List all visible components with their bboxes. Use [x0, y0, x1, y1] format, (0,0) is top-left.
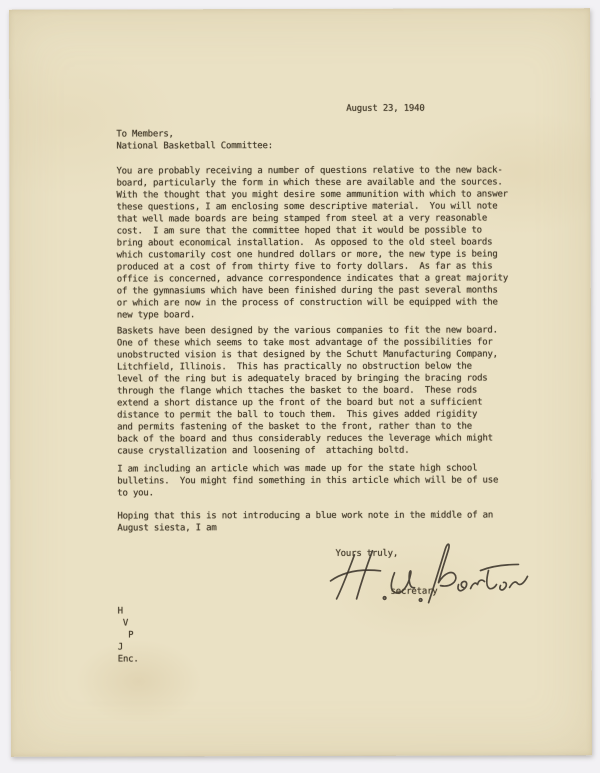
letter-recipient: To Members, National Basketball Committee: — [116, 129, 273, 152]
letter-paragraph-2: Baskets have been designed by the various companies to fit the new board. One of these which seems to take most advantage of the possibilities for unobstructed vision is that designed by the Schutt Manufacturing Company, Litchfield, Illinois. This has practically no obstruction below the level of the ring but is adequately braced by bringing the bracing rods through the flange which ttaches the basket to the board. These rods extend a short distance up the front of the board but not a sufficient distance to permit the ball to touch them. This gives added rigidity and permits fastening of the basket to the front, rather than to the back of the board and thus considerably reduces the leverage which might cause crystallization and loosening of attaching boltd. — [116, 325, 498, 457]
signature-handwriting-icon — [328, 540, 528, 609]
signer-title: secretary — [390, 586, 438, 597]
signature — [328, 540, 528, 609]
letter-paragraph-4: Hoping that this is not introducing a blue work note in the middle of an August siesta, I am — [117, 510, 494, 534]
letter-date: August 23, 1940 — [346, 103, 425, 114]
letter-paragraph-1: You are probably receiving a number of questions relative to the new back- board, particularly the form in which these are available and the sources. With the thought that you might desire some ammunition with which to answer these questions, I am enclosing some descriptive material. You will note that well made boards are being stamped from steel at a very reasonable cost. I am sure that the committee hoped that it would be possible to bring about economical installation. As opposed to the old steel boards which customarily cost one hundred dollars or more, the new type is being produced at a cost of from thirty five to forty dollars. As far as this office is concerned, advance correspondence indicates that a great majority of the gymnasiums which have been finished during the past several months or which are now in the process of construction will be equipped with the new type board. — [116, 165, 509, 321]
letter-closing: Yours truly, — [335, 548, 399, 559]
letter-paper — [9, 8, 592, 757]
reference-initials: H V P J Enc. — [117, 606, 139, 665]
letter-paragraph-3: I am including an article which was made up for the state high school bulletins. You might find something in this article which will be of use to you. — [117, 463, 499, 499]
